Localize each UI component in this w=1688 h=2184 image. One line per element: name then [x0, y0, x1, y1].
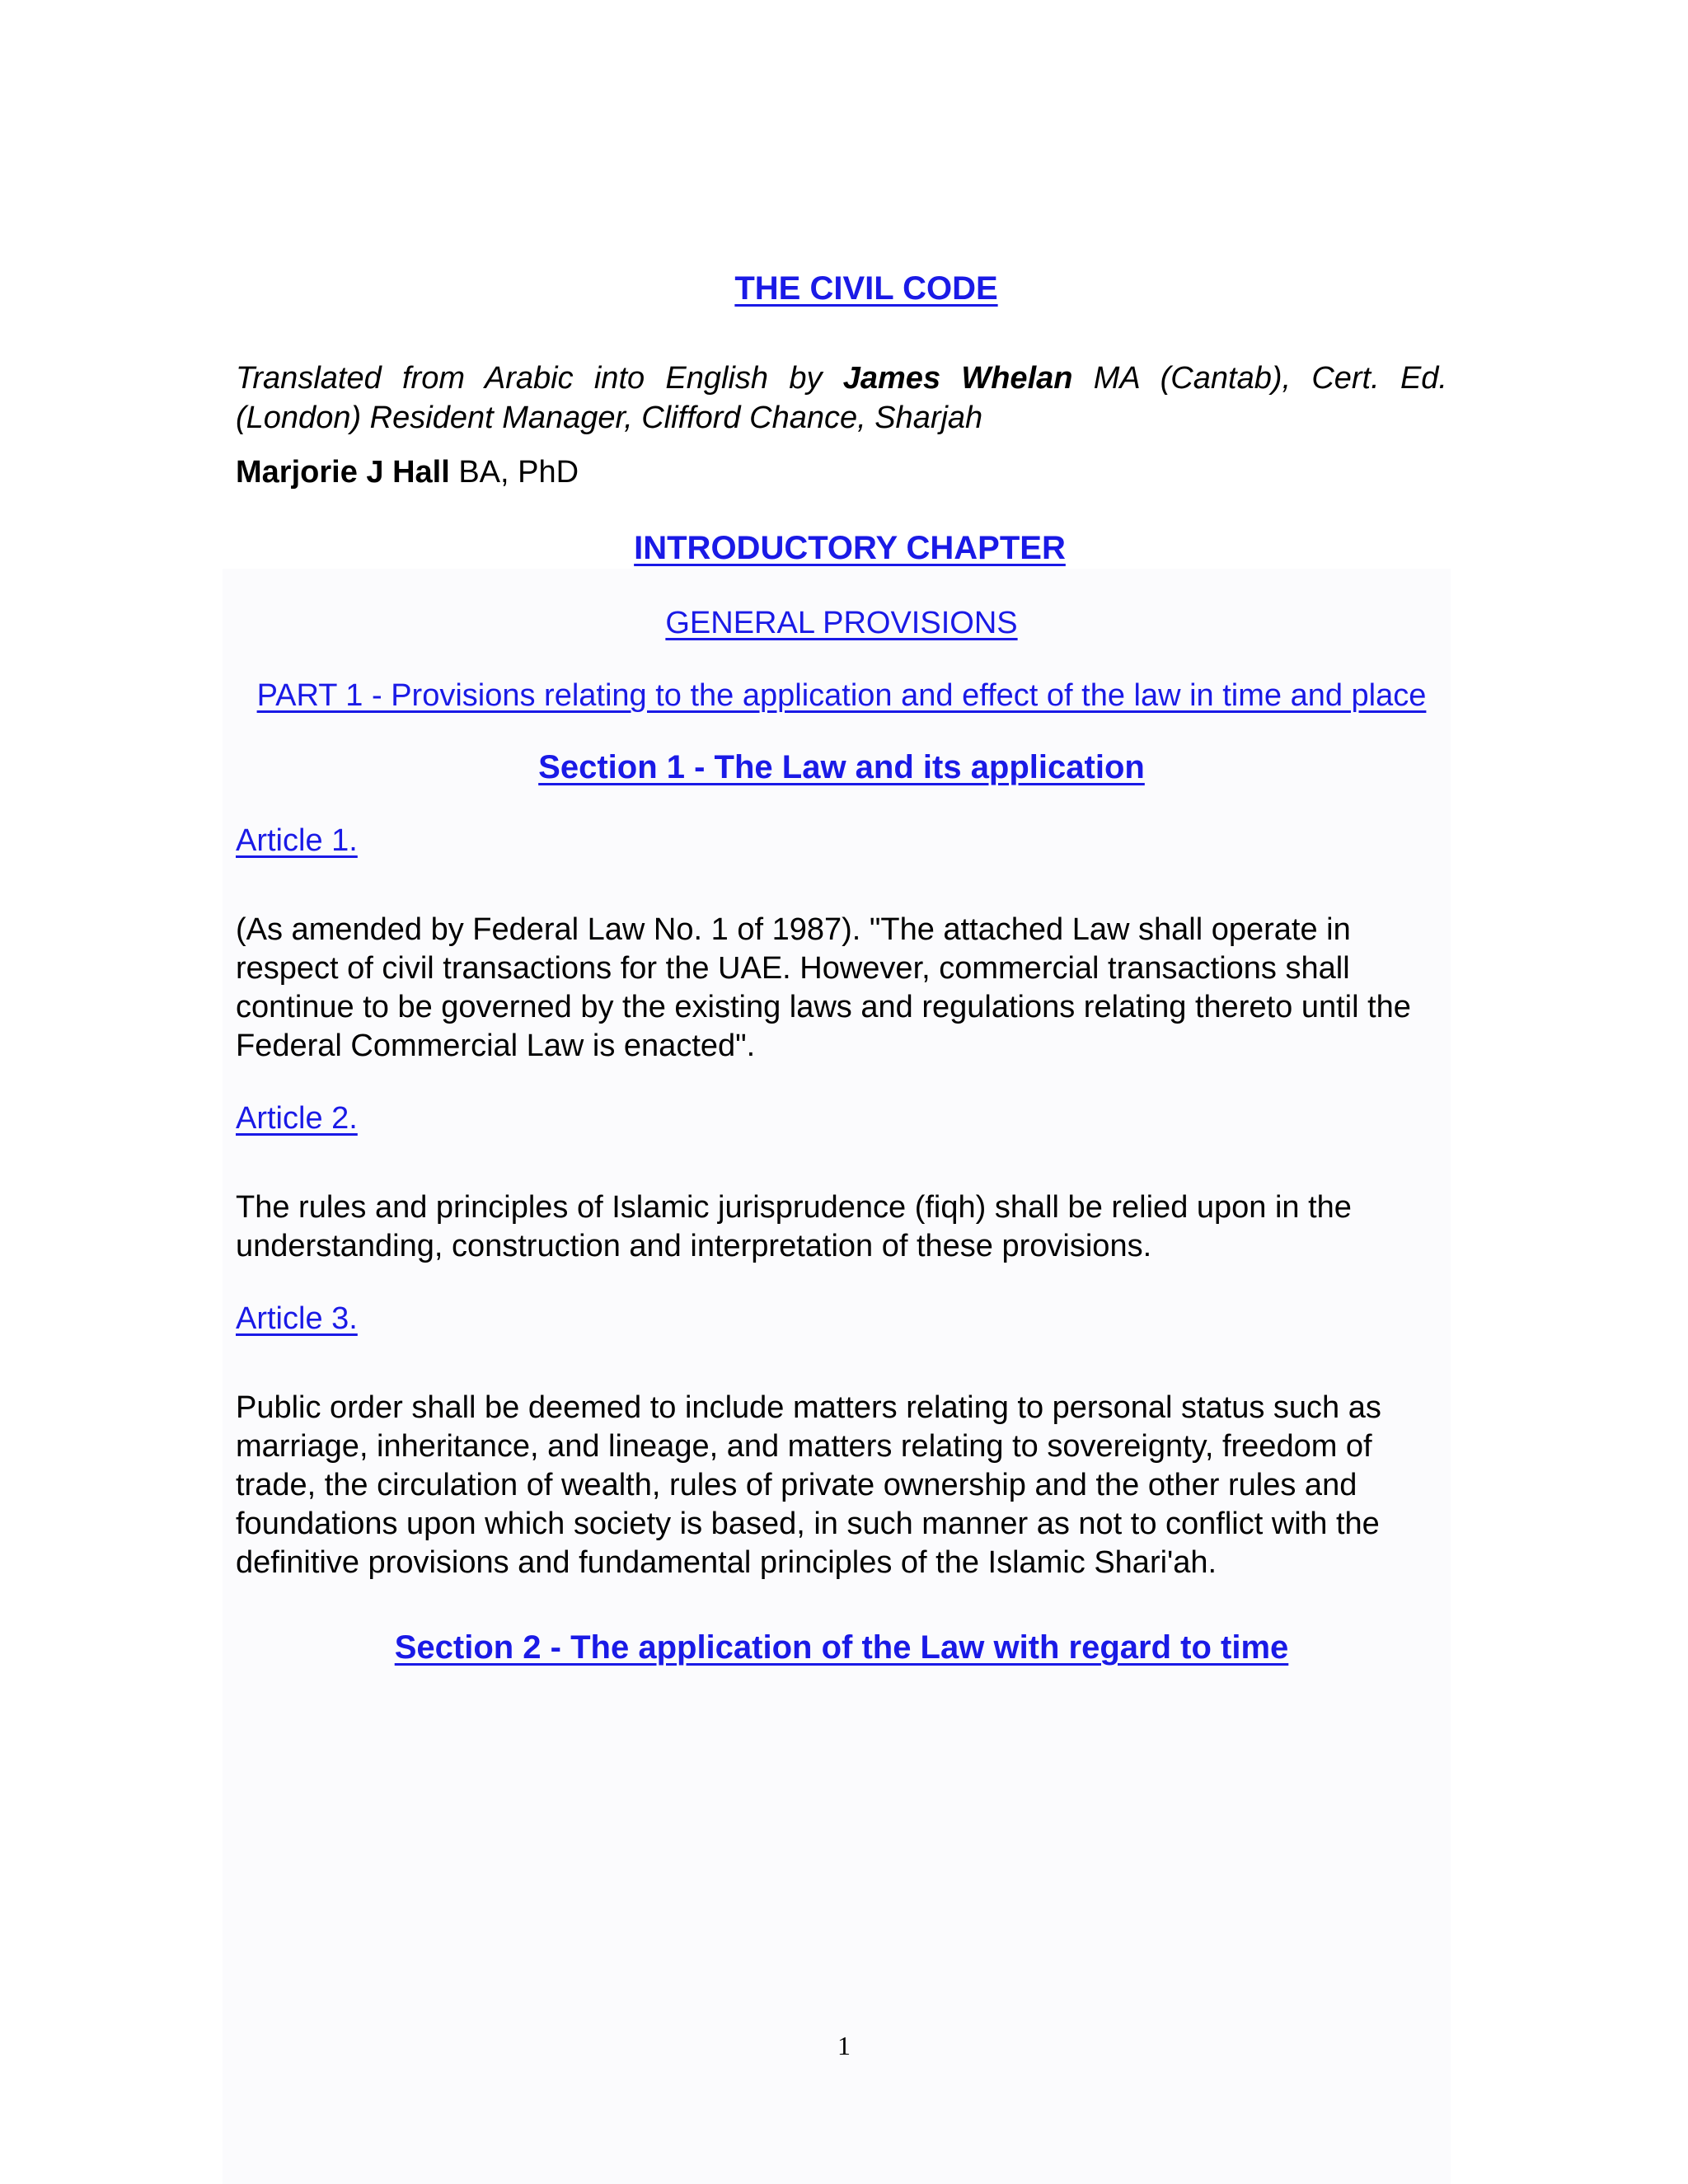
- general-provisions-heading[interactable]: [236, 603, 1447, 643]
- article-2-link[interactable]: Article 2.: [236, 1101, 358, 1136]
- section-1-heading[interactable]: [236, 747, 1447, 788]
- section-2-heading[interactable]: [236, 1627, 1447, 1668]
- section-1-link[interactable]: Section 1 - The Law and its application: [538, 749, 1145, 785]
- article-2-heading[interactable]: [236, 1099, 1447, 1138]
- document-body: [236, 268, 1447, 1668]
- translator-name: James Whelan: [842, 361, 1073, 396]
- coauthor-name: Marjorie J Hall: [236, 455, 450, 490]
- general-provisions-link[interactable]: GENERAL PROVISIONS: [665, 606, 1018, 640]
- translator-line: [236, 359, 1447, 438]
- document-title[interactable]: [236, 268, 1447, 309]
- translator-prefix: Translated from Arabic into English by: [236, 361, 843, 396]
- article-3-link[interactable]: Article 3.: [236, 1301, 358, 1336]
- article-2-text: The rules and principles of Islamic jurisprudence (fiqh) shall be relied upon in the understanding, construction and interpretation of these provisions.: [236, 1190, 1352, 1263]
- section-2-link[interactable]: Section 2 - The application of the Law with regard to time: [394, 1629, 1289, 1666]
- article-1-heading[interactable]: [236, 821, 1447, 860]
- chapter-heading-link[interactable]: INTRODUCTORY CHAPTER: [634, 530, 1066, 566]
- article-1-text: (As amended by Federal Law No. 1 of 1987). "The attached Law shall operate in respect of civil transactions for the UAE. However, commercial transactions shall continue to be governed by the existing laws and regulations relating thereto until the Federal Commercial Law is enacted".: [236, 912, 1411, 1063]
- page-number: 1: [837, 2031, 851, 2060]
- coauthor-credentials: BA, PhD: [449, 455, 579, 490]
- coauthor-line: [236, 452, 1447, 492]
- article-3-heading[interactable]: [236, 1299, 1447, 1338]
- article-1-link[interactable]: Article 1.: [236, 823, 358, 858]
- chapter-heading[interactable]: [236, 527, 1447, 569]
- part-heading-link[interactable]: PART 1 - Provisions relating to the application and effect of the law in time and place: [256, 678, 1427, 713]
- title-link[interactable]: THE CIVIL CODE: [734, 270, 998, 307]
- article-3-text: Public order shall be deemed to include matters relating to personal status such as marriage, inheritance, and lineage, and matters relating to sovereignty, freedom of trade, the circulation of wealth, rules of private ownership and the other rules and foundations upon which society is based, in such manner as not to conflict with the definitive provisions and fundamental principles of the Islamic Shari'ah.: [236, 1390, 1381, 1580]
- part-heading[interactable]: [236, 676, 1447, 715]
- translator-suffix: MA (Cantab), Cert. Ed. (London) Resident Manager, Clifford Chance, Sharjah: [236, 361, 1447, 435]
